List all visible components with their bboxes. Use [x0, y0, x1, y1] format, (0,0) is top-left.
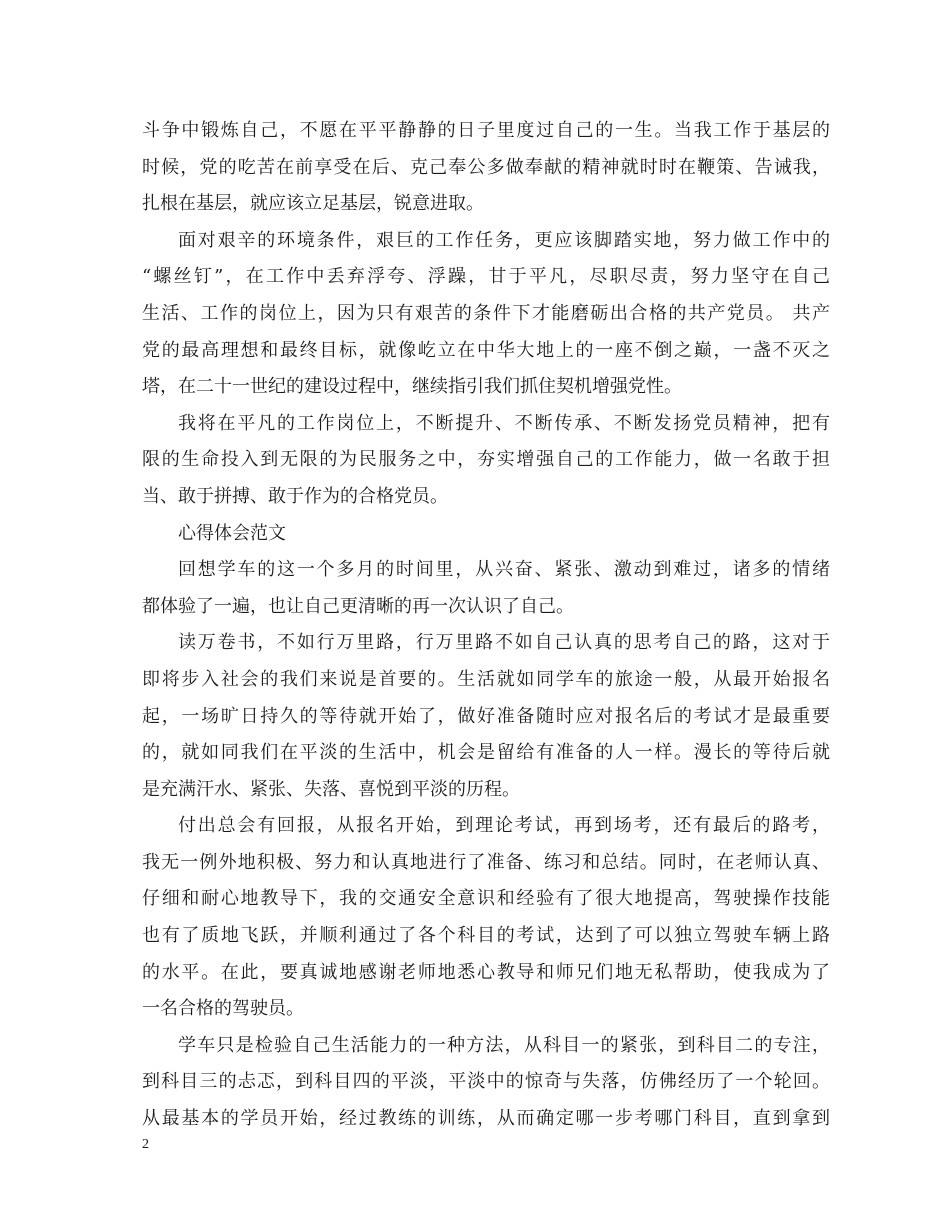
text-line: 塔，在二十一世纪的建设过程中，继续指引我们抓住契机增强党性。: [142, 376, 682, 398]
text-line: 当、敢于拼搏、敢于作为的合格党员。: [142, 485, 448, 507]
text-line: 面对艰辛的环境条件，艰巨的工作任务，更应该脚踏实地，努力做工作中的: [178, 229, 830, 251]
text-line: 从最基本的学员开始，经过教练的训练，从而确定哪一步考哪门科目，直到拿到: [142, 1108, 830, 1130]
text-line: 的，就如同我们在平淡的生活中，机会是留给有准备的人一样。漫长的等待后就: [142, 742, 830, 764]
text-line: 读万卷书，不如行万里路，行万里路不如自己认真的思考自己的路，这对于: [178, 632, 830, 654]
document-body: [142, 113, 830, 1138]
text-line: 限的生命投入到无限的为民服务之中，夯实增强自己的工作能力，做一名敢于担: [142, 449, 830, 471]
text-line: “螺丝钉”，在工作中丢弃浮夸、浮躁，甘于平凡，尽职尽责，努力坚守在自己: [142, 266, 830, 288]
text-line: 斗争中锻炼自己，不愿在平平静静的日子里度过自己的一生。当我工作于基层的: [142, 120, 830, 141]
text-line: 学车只是检验自己生活能力的一种方法，从科目一的紧张，到科目二的专注，: [178, 1034, 830, 1056]
text-line: 时候，党的吃苦在前享受在后、克己奉公多做奉献的精神就时时在鞭策、告诫我，: [142, 156, 830, 178]
text-line: 到科目三的忐忑，到科目四的平淡，平淡中的惊奇与失落，仿佛经历了一个轮回。: [142, 1071, 830, 1093]
text-line: 也有了质地飞跃，并顺利通过了各个科目的考试，达到了可以独立驾驶车辆上路: [142, 925, 830, 947]
text-line: 都体验了一遍，也让自己更清晰的再一次认识了自己。: [142, 595, 574, 617]
text-line: 起，一场旷日持久的等待就开始了，做好准备随时应对报名后的考试才是最重要: [142, 705, 830, 727]
text-line: 我无一例外地积极、努力和认真地进行了准备、练习和总结。同时，在老师认真、: [142, 851, 830, 873]
text-line: 是充满汗水、紧张、失落、喜悦到平淡的历程。: [142, 778, 520, 800]
page-number: 2: [142, 1137, 149, 1152]
text-line: 扎根在基层，就应该立足基层，锐意进取。: [142, 193, 484, 215]
text-line: 仔细和耐心地教导下，我的交通安全意识和经验有了很大地提高，驾驶操作技能: [142, 888, 830, 910]
text-line: 心得体会范文: [178, 522, 286, 544]
text-line: 我将在平凡的工作岗位上，不断提升、不断传承、不断发扬党员精神，把有: [178, 412, 830, 434]
text-line: 即将步入社会的我们来说是首要的。生活就如同学车的旅途一般，从最开始报名: [142, 668, 830, 690]
text-line: 党的最高理想和最终目标，就像屹立在中华大地上的一座不倒之巅，一盏不灭之: [142, 339, 830, 361]
text-line: 生活、工作的岗位上，因为只有艰苦的条件下才能磨砺出合格的共产党员。 共产: [142, 302, 830, 324]
text-line: 的水平。在此，要真诚地感谢老师地悉心教导和师兄们地无私帮助，使我成为了: [142, 961, 830, 983]
text-line: 一名合格的驾驶员。: [142, 998, 304, 1020]
text-line: 回想学车的这一个多月的时间里，从兴奋、紧张、激动到难过，诸多的情绪: [178, 559, 830, 581]
text-line: 付出总会有回报，从报名开始，到理论考试，再到场考，还有最后的路考，: [178, 815, 830, 837]
